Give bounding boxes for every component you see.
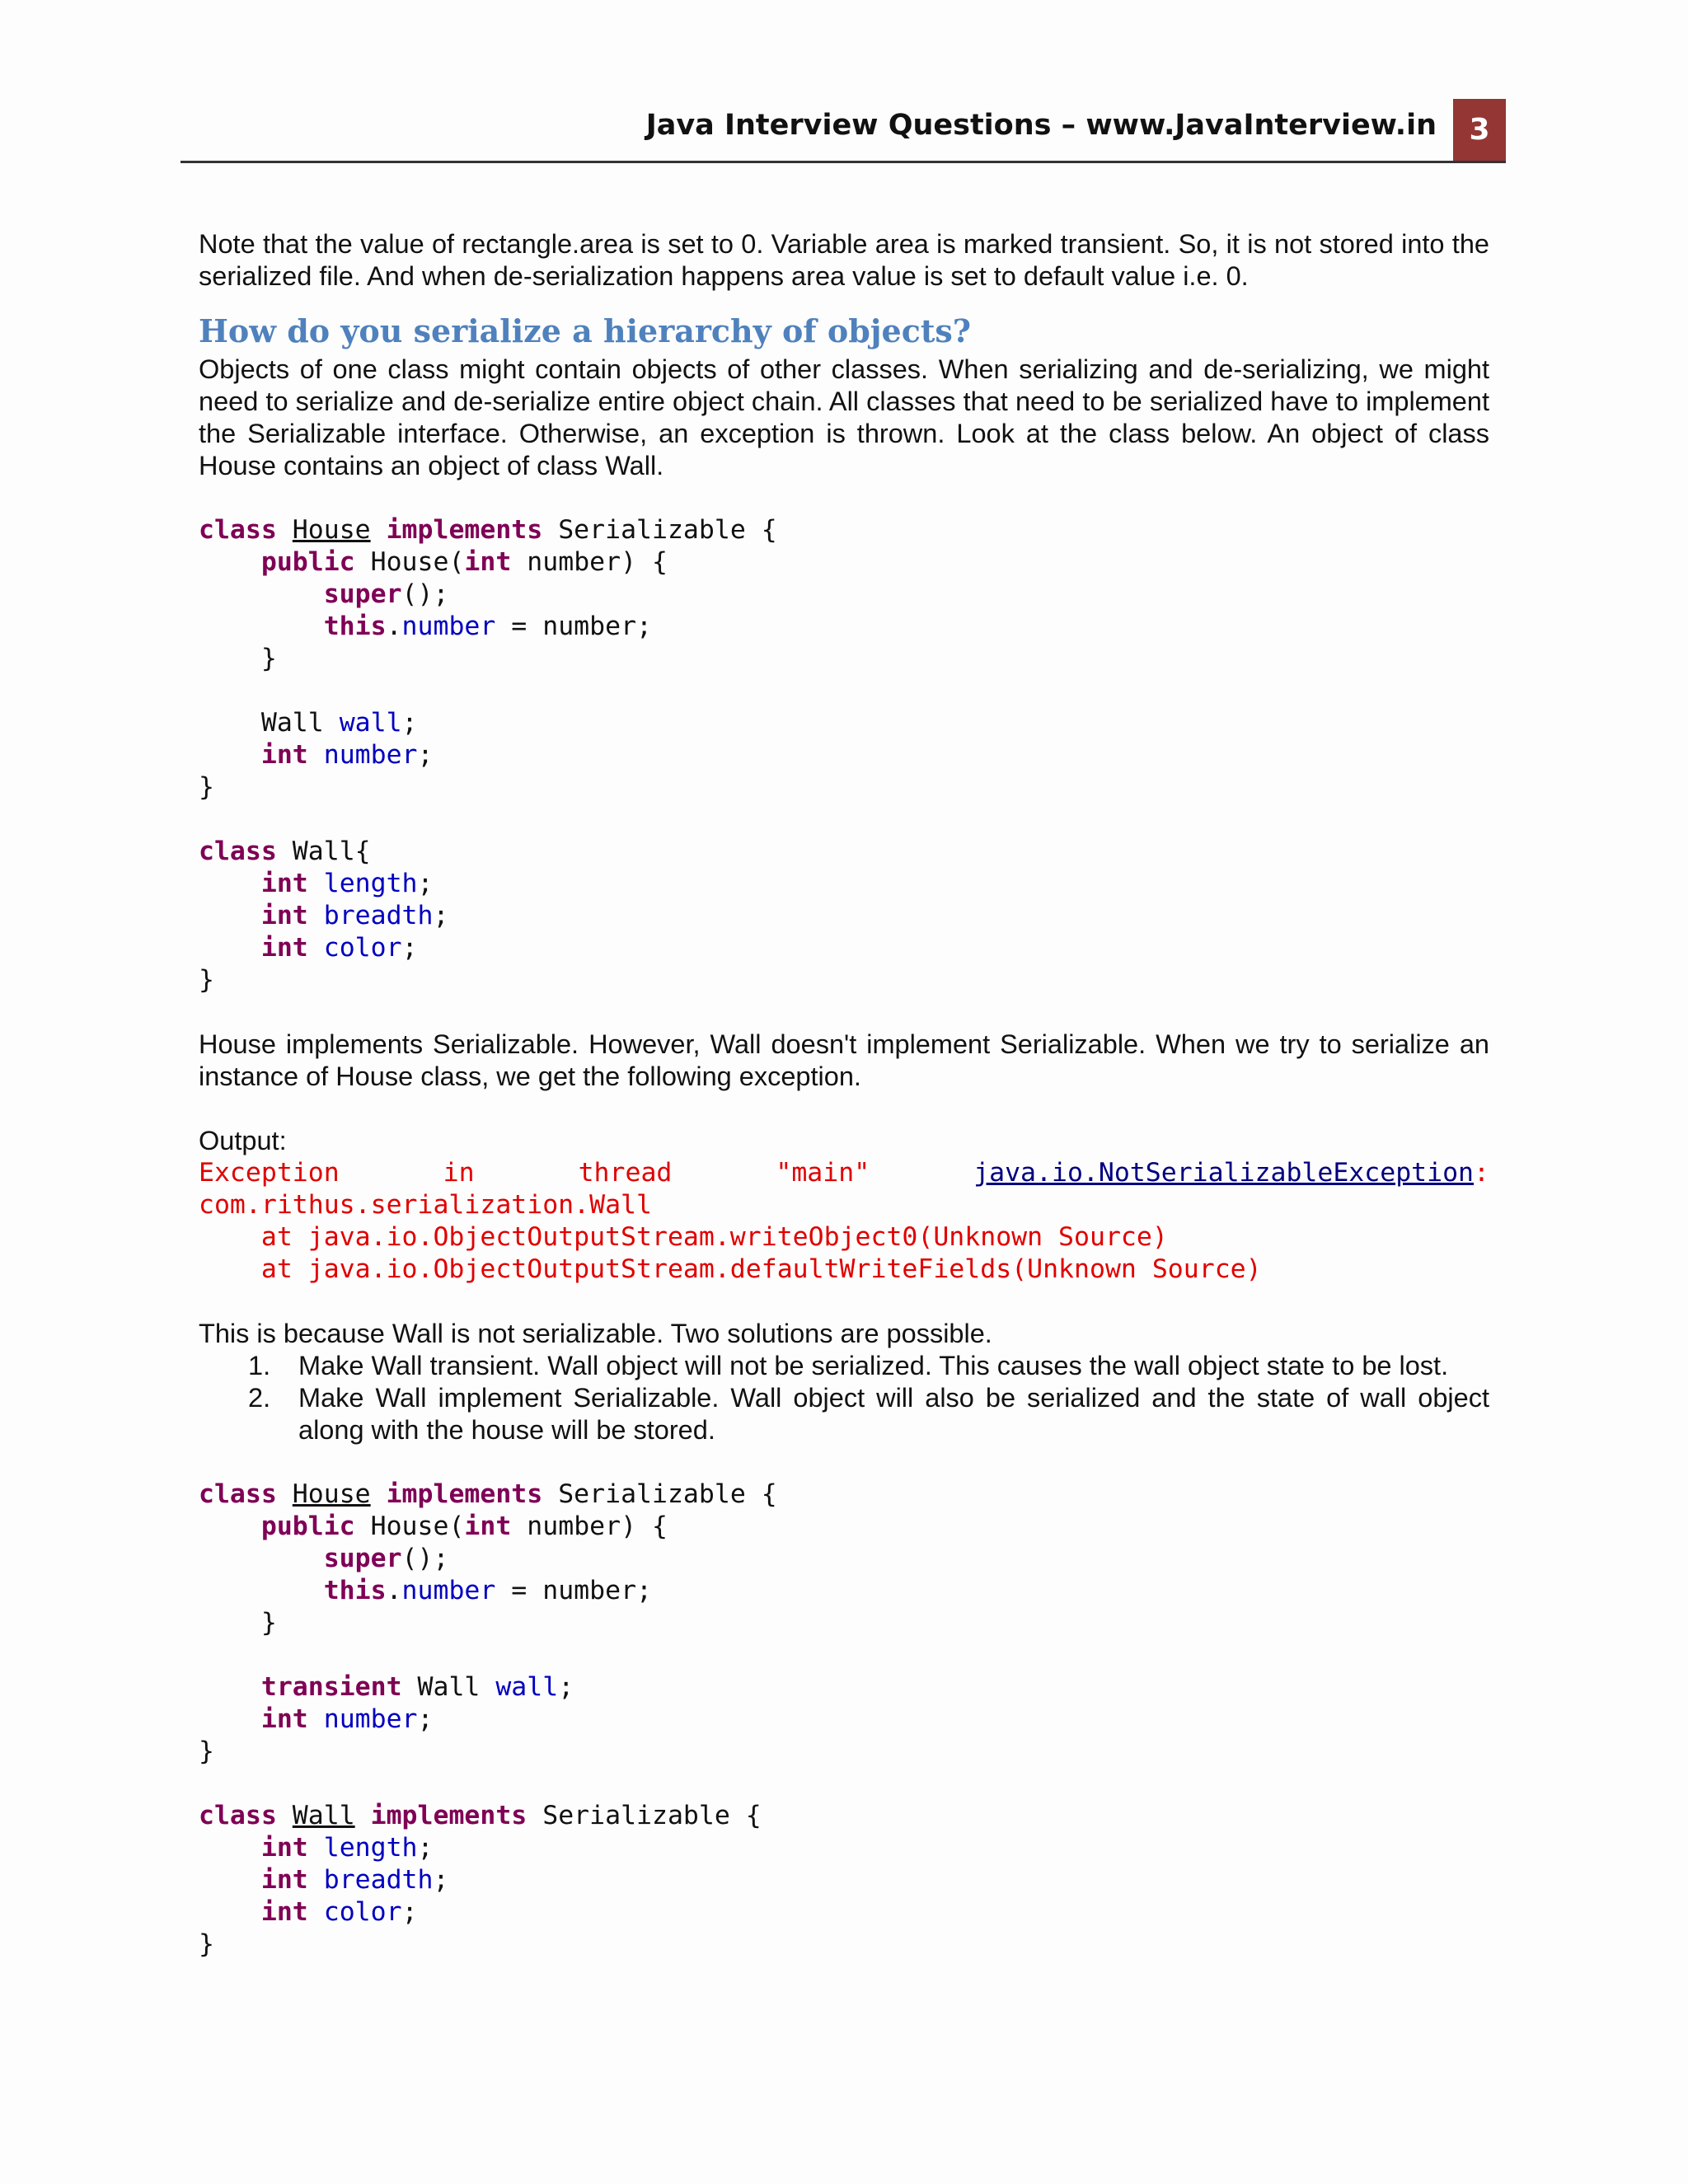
section-heading: How do you serialize a hierarchy of objects? — [199, 312, 972, 349]
list-item: 1. Make Wall transient. Wall object will not be serialized. This causes the wall object state to be lost. — [248, 1351, 1449, 1380]
page-header — [181, 99, 1506, 163]
header-title: Java Interview Questions – www.JavaInterview.in — [645, 109, 1437, 142]
code-block-1: class House implements Serializable { public House(int number) { super(); this.number = number; } Wall wall; int number; } class Wall{ int length; int breadth; int color; } — [199, 515, 777, 995]
exception-line-2: com.rithus.serialization.Wall — [199, 1190, 652, 1220]
exception-line-4: at java.io.ObjectOutputStream.defaultWriteFields(Unknown Source) — [199, 1254, 1262, 1284]
exception-line-3: at java.io.ObjectOutputStream.writeObject0(Unknown Source) — [199, 1222, 1168, 1252]
page-number-badge: 3 — [1453, 99, 1506, 161]
output-label: Output: — [199, 1126, 287, 1155]
section-paragraph-1: Objects of one class might contain objects of other classes. When serializing and de-serializing, we might need to serialize and de-serialize entire object chain. All classes that need to be serialized have to implement the Serializable interface. Otherwise, an exception is thrown. Look at the class below. An object of class House contains an object of class Wall. — [199, 354, 1489, 480]
section-paragraph-2: House implements Serializable. However, Wall doesn't implement Serializable. When we try to serialize an instance of House class, we get the following exception. — [199, 1029, 1489, 1091]
intro-note: Note that the value of rectangle.area is set to 0. Variable area is marked transient. So, it is not stored into the serialized file. And when de-serialization happens area value is set to default value i.e. 0. — [199, 229, 1489, 291]
code-block-2: class House implements Serializable { public House(int number) { super(); this.number = number; } transient Wall wall; int number; } class Wall implements Serializable { int length; int breadth; int color; } — [199, 1479, 777, 1959]
page-content — [199, 228, 1489, 1961]
exception-line-1: Exception in thread "main" java.io.NotSerializableException: — [199, 1158, 1489, 1188]
solutions-list — [199, 1350, 1489, 1446]
exception-class-link[interactable]: java.io.NotSerializableException — [973, 1158, 1475, 1188]
section-paragraph-3: This is because Wall is not serializable. Two solutions are possible. — [199, 1319, 992, 1348]
list-item: 2. Make Wall implement Serializable. Wall object will also be serialized and the state of wall object along with the house will be stored. — [248, 1383, 1489, 1445]
